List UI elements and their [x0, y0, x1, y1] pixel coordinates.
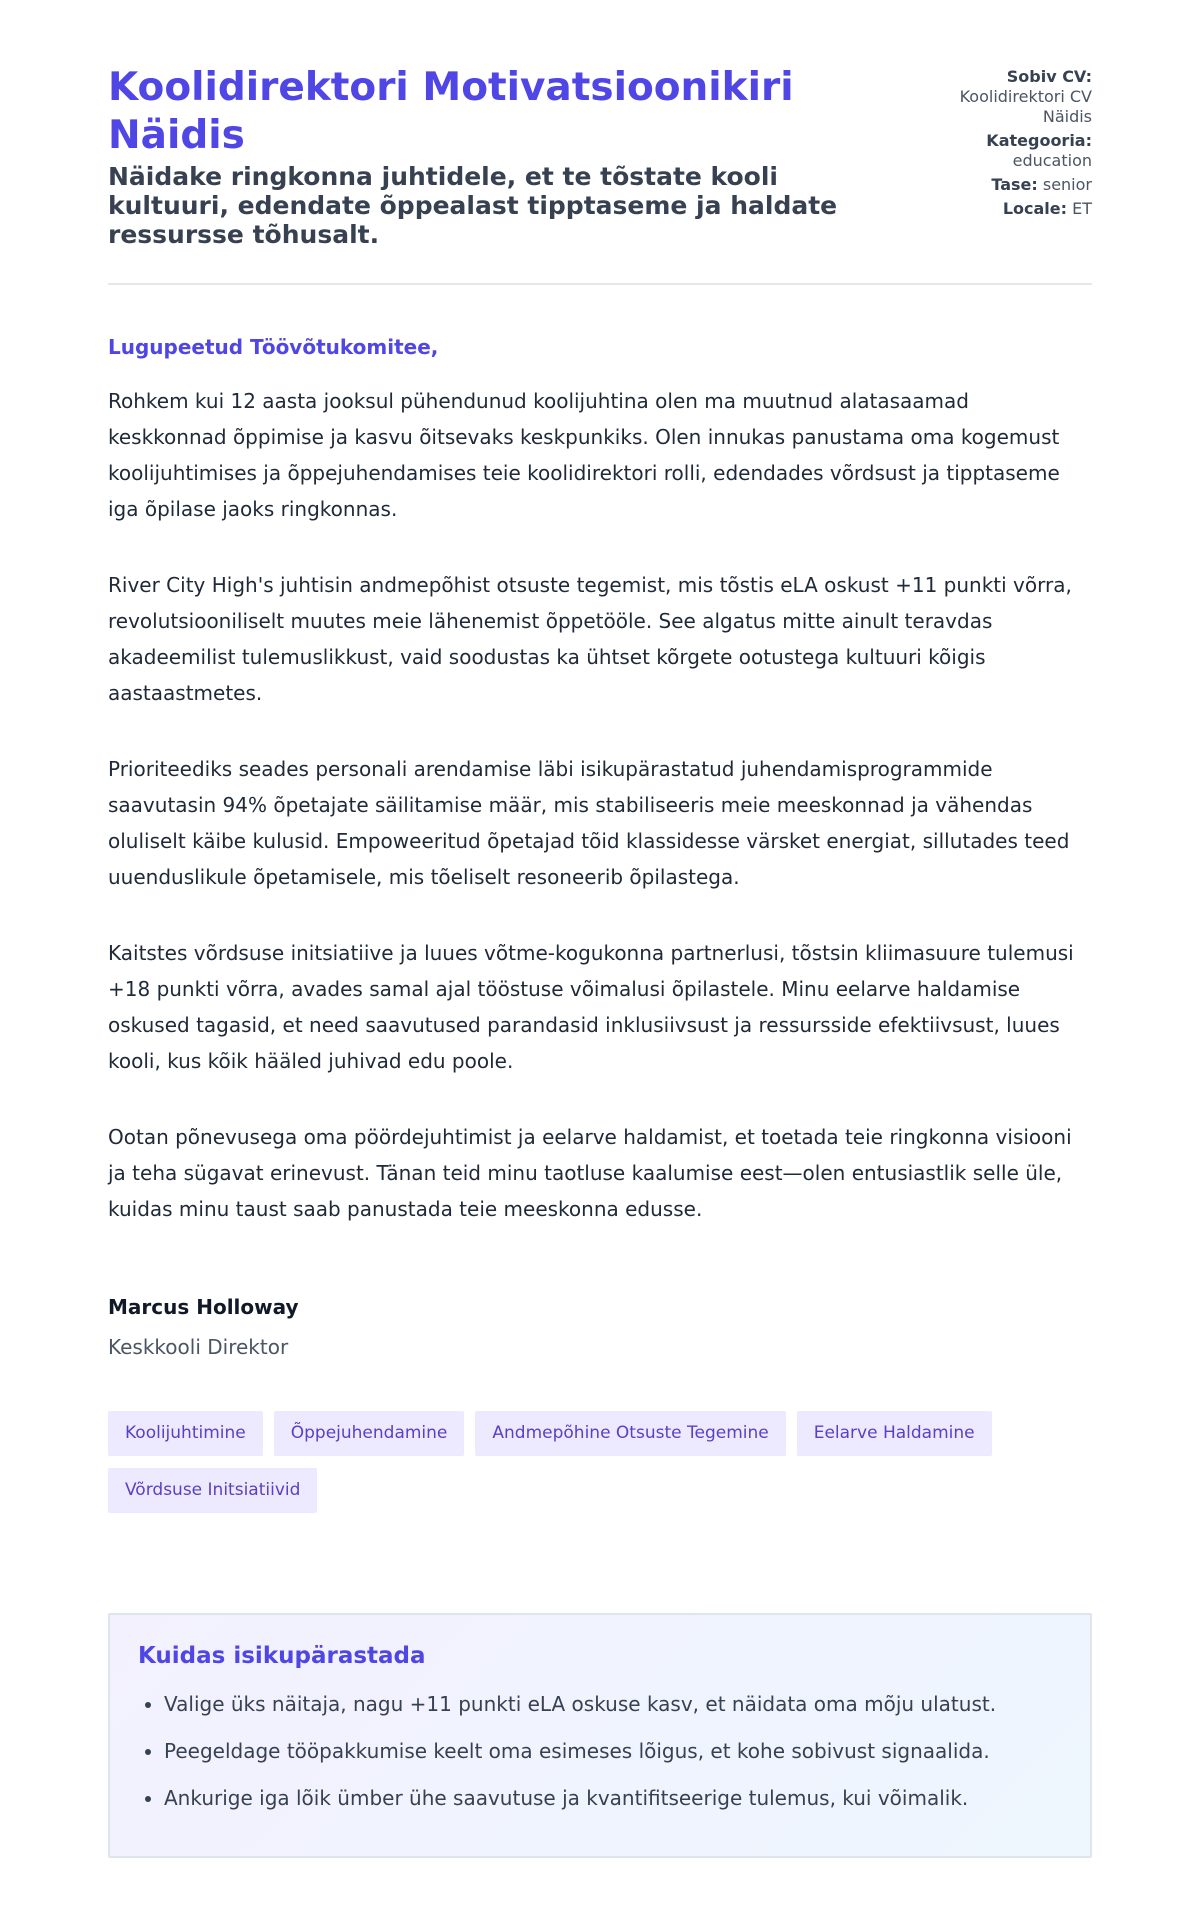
page-title: Koolidirektori Motivatsioonikiri Näidis [108, 65, 794, 158]
tip-item: • Ankurige iga lõik ümber ühe saavutuse ja kvantifitseerige tulemus, kui võimalik. [164, 1785, 1062, 1811]
meta-info [952, 67, 1092, 223]
meta-locale: Locale: ET [1002, 199, 1092, 218]
letter-paragraph: River City High's juhtisin andmepõhist otsuste tegemist, mis tõstis eLA oskust +11 punkti võrra, revolutsiooniliselt muutes meie lähenemist õppetööle. See algatus mitte ainult teravdas akadeemilist tulemuslikkust, vaid soodustas ka ühtset kõrgete ootustega kultuuri kõigis aastaastmetes. [108, 573, 1072, 705]
skill-tag: Võrdsuse Initsiatiivid [108, 1468, 317, 1513]
signature-title: Keskkooli Direktor [108, 1335, 289, 1359]
page-subtitle: Näidake ringkonna juhtidele, et te tõstate kooli kultuuri, edendate õppealast tipptaseme ja haldate ressursse tõhusalt. [108, 162, 838, 249]
skill-tag: Õppejuhendamine [274, 1411, 465, 1456]
tips-list [138, 1691, 1062, 1811]
cover-letter-page [108, 64, 1092, 1858]
tip-item: • Peegeldage tööpakkumise keelt oma esimeses lõigus, et kohe sobivust signaalida. [164, 1738, 1062, 1764]
letter-greeting: Lugupeetud Töövõtukomitee, [108, 335, 439, 359]
letter-paragraph: Prioriteediks seades personali arendamise läbi isikupärastatud juhendamisprogrammide saavutasin 94% õpetajate säilitamise määr, mis stabiliseeris meie meeskonnad ja vähendas oluliselt käibe kulusid. Empoweeritud õpetajad tõid klassidesse värsket energiat, sillutades teed uuenduslikule õpetamisele, mis tõeliselt resoneerib õpilastega. [108, 757, 1070, 889]
skill-tag: Koolijuhtimine [108, 1411, 263, 1456]
skill-tags [108, 1411, 1092, 1513]
letter-paragraph: Ootan põnevusega oma pöördejuhtimist ja eelarve haldamist, et toetada teie ringkonna visiooni ja teha sügavat erinevust. Tänan teid minu taotluse kaalumise eest—olen entusiastlik selle üle, kuidas minu taust saab panustada teie meeskonna edusse. [108, 1125, 1072, 1221]
header [108, 64, 1092, 285]
signature-name: Marcus Holloway [108, 1295, 299, 1319]
tips-box [108, 1613, 1092, 1858]
skill-tag: Eelarve Haldamine [797, 1411, 992, 1456]
meta-level: Tase: senior [991, 175, 1092, 194]
tip-item: • Valige üks näitaja, nagu +11 punkti eLA oskuse kasv, et näidata oma mõju ulatust. [164, 1691, 1062, 1717]
meta-cv: Sobiv CV: Koolidirektori CV Näidis [959, 67, 1092, 126]
skill-tag: Andmepõhine Otsuste Tegemine [475, 1411, 785, 1456]
meta-category: Kategooria: education [986, 131, 1092, 170]
title-block [108, 64, 868, 249]
letter-paragraph: Rohkem kui 12 aasta jooksul pühendunud koolijuhtina olen ma muutnud alatasaamad keskkonnad õppimise ja kasvu õitsevaks keskpunkiks. Olen innukas panustama oma kogemust koolijuhtimises ja õppejuhendamises teie koolidirektori rolli, edendades võrdsust ja tipptaseme iga õpilase jaoks ringkonnas. [108, 389, 1060, 521]
letter-paragraph: Kaitstes võrdsuse initsiatiive ja luues võtme-kogukonna partnerlusi, tõstsin kliimasuure tulemusi +18 punkti võrra, avades samal ajal tööstuse võimalusi õpilastele. Minu eelarve haldamise oskused tagasid, et need saavutused parandasid inklusiivsust ja ressursside efektiivsust, luues kooli, kus kõik hääled juhivad edu poole. [108, 941, 1074, 1073]
tips-heading: Kuidas isikupärastada [138, 1643, 426, 1669]
